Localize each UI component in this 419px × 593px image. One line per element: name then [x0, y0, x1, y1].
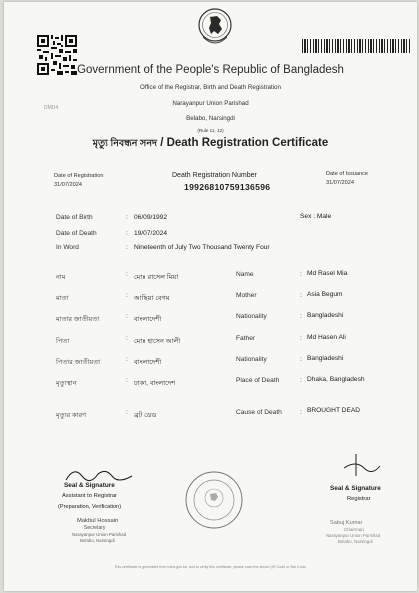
page-title: [4, 137, 417, 152]
colon: :: [126, 356, 128, 363]
bn-value-mother: আছিয়া বেগম: [134, 295, 170, 302]
qr-caption: DMD4: [44, 105, 59, 111]
issuance-date: 31/07/2024: [326, 180, 354, 186]
title-english: Death Registration Certificate: [166, 137, 329, 149]
en-value-father-nationality: Bangladeshi: [307, 355, 344, 362]
bn-value-name: মোঃ রাসেল মিয়া: [134, 274, 179, 281]
government-emblem: [197, 7, 233, 51]
registrar-signature: [334, 452, 384, 478]
colon: :: [300, 292, 302, 299]
rule-reference: (Rule 11, 12): [197, 128, 224, 133]
en-value-father: Md Hasen Ali: [307, 334, 346, 341]
death-date: 19/07/2024: [134, 230, 168, 237]
left-signer-office: Narayanpur Union Parishad: [72, 532, 127, 537]
colon: :: [126, 335, 128, 342]
bn-label-father: পিতা: [56, 338, 70, 345]
right-signer-place: Belabo, Narsingdi: [338, 539, 373, 544]
en-label-name: Name: [236, 271, 254, 278]
en-label-father-nationality: Nationality: [236, 356, 267, 363]
right-signer-role: Chairman: [344, 527, 364, 532]
barcode: [302, 39, 410, 53]
bn-value-father: মোঃ হাসেন আলী: [134, 338, 181, 345]
colon: :: [126, 244, 128, 251]
en-value-cause-of-death: BROUGHT DEAD: [307, 407, 361, 414]
colon: :: [300, 356, 302, 363]
office-title: Office of the Registrar, Birth and Death Registration: [140, 84, 281, 91]
colon: :: [126, 409, 128, 416]
assistant-signature: [62, 464, 142, 484]
left-role-detail: (Preparation, Verification): [58, 504, 122, 510]
government-title: Government of the People's Republic of Bangladesh: [77, 64, 344, 76]
title-separator: /: [160, 137, 167, 149]
en-value-place-of-death: Dhaka, Bangladesh: [307, 376, 365, 383]
en-label-mother: Mother: [236, 292, 257, 299]
issuance-date-label: Date of Issuance: [326, 171, 368, 177]
en-label-cause-of-death: Cause of Death: [236, 409, 282, 416]
colon: :: [300, 335, 302, 342]
colon: :: [126, 313, 128, 320]
registration-date: 31/07/2024: [54, 182, 82, 188]
bn-label-mother-nationality: মাতার জাতীয়তা: [56, 316, 100, 323]
en-label-father: Father: [236, 335, 256, 342]
registration-number-label: Death Registration Number: [172, 172, 257, 179]
bn-label-mother: মাতা: [56, 295, 69, 302]
bn-label-place-of-death: মৃত্যুস্থান: [56, 380, 77, 387]
title-bengali: মৃত্যু নিবন্ধন সনদ: [92, 138, 157, 149]
colon: :: [126, 230, 128, 237]
en-label-place-of-death: Place of Death: [236, 377, 280, 384]
colon: :: [300, 313, 302, 320]
bn-label-name: নাম: [56, 274, 66, 281]
in-word-label: In Word: [56, 244, 79, 251]
location: Belabo, Narsingdi: [186, 115, 235, 122]
colon: :: [300, 377, 302, 384]
colon: :: [126, 214, 128, 221]
colon: :: [126, 271, 128, 278]
left-seal-title: Seal & Signature: [64, 482, 115, 489]
colon: :: [300, 271, 302, 278]
en-value-mother-nationality: Bangladeshi: [307, 312, 344, 319]
verification-footnote: This certificate is generated from bdris.gov.bd, and to verify this certificate, please scan the above QR Code or Bar Code.: [114, 565, 307, 569]
colon: :: [126, 292, 128, 299]
death-date-label: Date of Death: [56, 230, 97, 237]
registration-number: 19926810759136596: [184, 182, 271, 192]
birth-date-label: Date of Birth: [56, 214, 93, 221]
left-signer-place: Belabo, Narsingdi: [80, 538, 115, 543]
certificate-sheet: [4, 2, 417, 591]
official-seal: [184, 470, 244, 530]
bn-value-mother-nationality: বাংলাদেশী: [134, 316, 162, 323]
bn-value-father-nationality: বাংলাদেশী: [134, 359, 162, 366]
registration-date-label: Date of Registration: [54, 173, 104, 179]
bn-label-cause-of-death: মৃত্যুর কারণ: [56, 412, 87, 419]
right-seal-title: Seal & Signature: [330, 485, 381, 492]
bn-label-father-nationality: পিতার জাতীয়তা: [56, 359, 101, 366]
left-role: Assistant to Registrar: [62, 493, 118, 499]
sex: Sex : Male: [300, 213, 332, 220]
union-name: Narayanpur Union Parishad: [172, 100, 249, 107]
bn-value-place-of-death: ঢাকা, বাংলাদেশ: [134, 380, 176, 387]
colon: :: [126, 377, 128, 384]
right-role: Registrar: [347, 496, 371, 502]
left-signer-name: Makbul Hossain: [77, 518, 119, 524]
en-value-name: Md Rasel Mia: [307, 270, 348, 277]
bn-value-cause-of-death: ব্রট ডেড: [134, 412, 157, 419]
left-signer-role: Secretary: [84, 525, 106, 531]
en-label-mother-nationality: Nationality: [236, 313, 267, 320]
death-date-in-word: Nineteenth of July Two Thousand Twenty Four: [134, 244, 270, 251]
right-signer-office: Narayanpur Union Parishad: [326, 533, 381, 538]
colon: :: [300, 409, 302, 416]
birth-date: 06/09/1992: [134, 214, 168, 221]
right-signer-name: Sabuj Kumar: [330, 520, 363, 526]
en-value-mother: Asia Begum: [307, 291, 343, 298]
